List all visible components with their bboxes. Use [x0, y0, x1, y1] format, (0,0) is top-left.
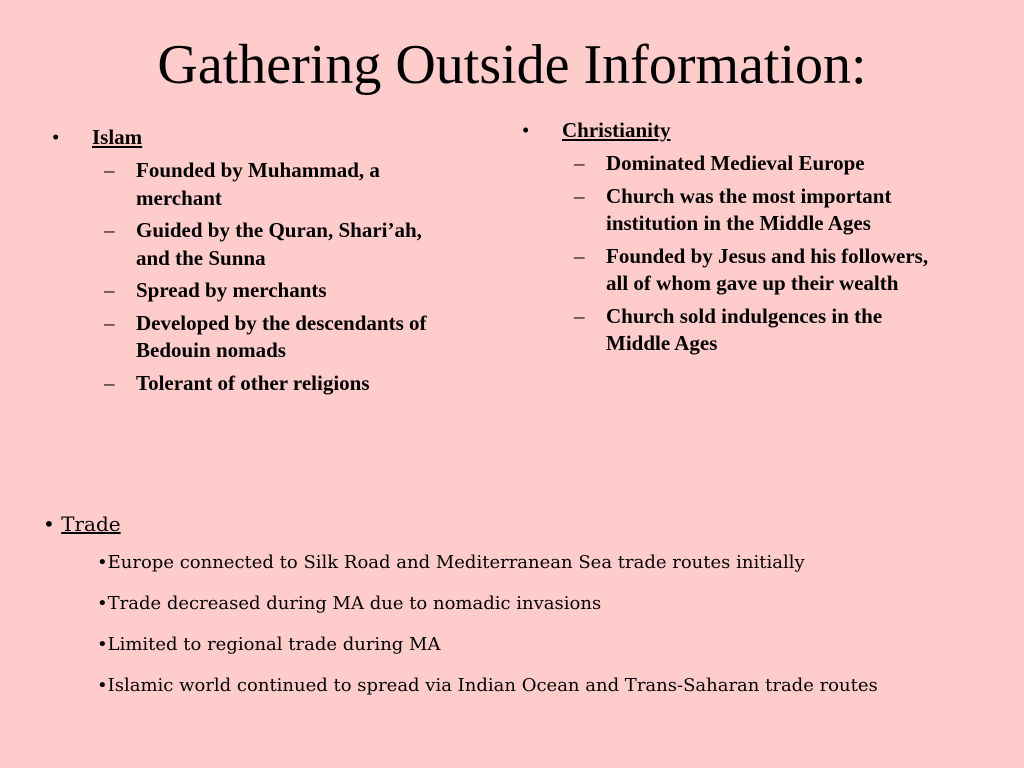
- bullet-icon: •: [43, 512, 55, 536]
- trade-heading-row: [43, 510, 943, 538]
- dash-icon: –: [104, 158, 115, 182]
- dash-icon: –: [104, 370, 115, 395]
- islam-list: [52, 157, 452, 397]
- list-item: – Developed by the descendants of Bedouin nomads: [104, 310, 427, 362]
- list-item: •Europe connected to Silk Road and Mediterranean Sea trade routes initially: [97, 552, 805, 573]
- list-item: – Tolerant of other religions: [52, 370, 452, 398]
- list-item: – Spread by merchants: [52, 277, 452, 305]
- list-item: – Church sold indulgences in the Middle Ages: [574, 303, 883, 355]
- dash-icon: –: [104, 218, 115, 242]
- christianity-heading: Christianity: [562, 118, 671, 142]
- list-item: – Founded by Jesus and his followers, all of whom gave up their wealth: [574, 243, 929, 295]
- dash-icon: –: [574, 151, 585, 175]
- dash-icon: –: [104, 310, 115, 335]
- bullet-icon: •: [522, 118, 530, 142]
- list-item: •Islamic world continued to spread via Indian Ocean and Trans-Saharan trade routes: [97, 675, 878, 696]
- islam-heading: Islam: [92, 125, 143, 149]
- islam-section: [52, 123, 452, 402]
- slide-title: Gathering Outside Information:: [157, 34, 867, 96]
- dash-icon: –: [574, 183, 585, 208]
- christianity-heading-row: [522, 116, 932, 144]
- trade-section: [43, 510, 943, 714]
- list-item: – Founded by Muhammad, a merchant: [104, 158, 380, 210]
- dash-icon: –: [574, 303, 585, 328]
- list-item: •Trade decreased during MA due to nomadic invasions: [97, 593, 602, 614]
- christianity-list: [522, 150, 932, 358]
- dash-icon: –: [574, 243, 585, 268]
- list-item: – Church was the most important institution in the Middle Ages: [574, 183, 892, 235]
- trade-heading: Trade: [61, 512, 121, 536]
- islam-heading-row: [52, 123, 452, 151]
- dash-icon: –: [104, 278, 115, 302]
- bullet-icon: •: [52, 125, 60, 149]
- list-item: – Guided by the Quran, Shari’ah, and the Sunna: [104, 218, 422, 270]
- list-item: – Dominated Medieval Europe: [522, 150, 932, 178]
- list-item: •Limited to regional trade during MA: [97, 634, 441, 655]
- christianity-section: [522, 116, 932, 363]
- trade-list: [97, 550, 907, 699]
